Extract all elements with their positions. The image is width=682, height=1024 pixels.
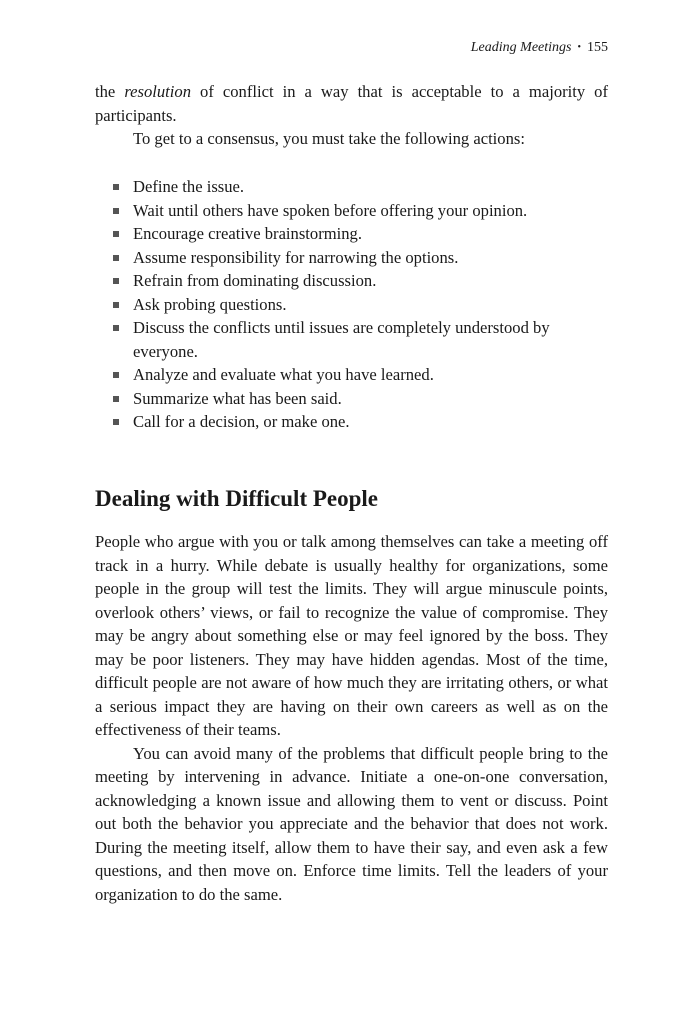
square-bullet-icon: [113, 302, 119, 308]
consensus-action-list: [113, 175, 608, 434]
list-item: [113, 175, 608, 199]
continued-paragraph-block: [95, 80, 608, 151]
square-bullet-icon: [113, 396, 119, 402]
header-separator-icon: •: [577, 42, 581, 53]
running-header: [471, 39, 608, 58]
list-item-text: Encourage creative brainstorming.: [133, 224, 362, 243]
body-paragraph: You can avoid many of the problems that difficult people bring to the meeting by intervening in advance. Initiate a one-on-one conversation, acknowledging a known issue and allowing them to vent or discuss. Point out both the behavior you appreciate and the behavior that does not work. During the meeting itself, allow them to have their say, and even ask a few questions, and then move on. Enforce time limits. Tell the leaders of your organization to do the same.: [95, 743, 608, 904]
list-item: [113, 199, 608, 223]
square-bullet-icon: [113, 184, 119, 190]
list-item-text: Analyze and evaluate what you have learned.: [133, 365, 434, 384]
list-item-text: Define the issue.: [133, 177, 245, 196]
square-bullet-icon: [113, 419, 119, 425]
square-bullet-icon: [113, 231, 119, 237]
page-number: 155: [587, 40, 608, 55]
list-item: [113, 387, 608, 411]
list-item: [113, 316, 608, 363]
square-bullet-icon: [113, 372, 119, 378]
list-item-text: Assume responsibility for narrowing the options.: [133, 247, 459, 267]
list-item-text: Discuss the conflicts until issues are completely understood by everyone.: [133, 318, 550, 361]
list-item: [113, 363, 608, 387]
list-item-text: Call for a decision, or make one.: [133, 412, 350, 431]
list-item-text: Ask probing questions.: [133, 294, 287, 314]
list-item: [113, 222, 608, 246]
square-bullet-icon: [113, 278, 119, 284]
list-item: [113, 293, 608, 317]
emphasized-word: resolution: [124, 82, 191, 101]
paragraph-start-text: the: [95, 82, 125, 101]
list-item-text: Wait until others have spoken before offering your opinion.: [133, 200, 528, 220]
section-body: [95, 530, 608, 906]
square-bullet-icon: [113, 208, 119, 214]
section-heading: Dealing with Difficult People: [95, 486, 378, 511]
list-item-text: Summarize what has been said.: [133, 388, 342, 408]
list-item-text: Refrain from dominating discussion.: [133, 271, 377, 290]
body-paragraph: People who argue with you or talk among themselves can take a meeting off track in a hurry. While debate is usually healthy for organizations, some people in the group will test the limits. They will argue minuscule points, overlook others’ views, or fail to recognize the value of compromise. They may be angry about something else or may feel ignored by the boss. They may be poor listeners. They may have hidden agendas. Most of the time, difficult people are not aware of how much they are irritating others, or what a serious impact they are having on their own careers as well as on the effectiveness of their teams.: [95, 532, 608, 739]
square-bullet-icon: [113, 325, 119, 331]
running-title: Leading Meetings: [470, 40, 572, 55]
paragraph-end-text: of conflict in a way that is acceptable to a majority of participants.: [95, 82, 609, 125]
list-item: [113, 246, 608, 270]
square-bullet-icon: [113, 255, 119, 261]
list-item: [113, 269, 608, 293]
list-intro: To get to a consensus, you must take the following actions:: [133, 129, 525, 148]
list-item: [113, 410, 608, 434]
continued-paragraph: [95, 80, 608, 127]
